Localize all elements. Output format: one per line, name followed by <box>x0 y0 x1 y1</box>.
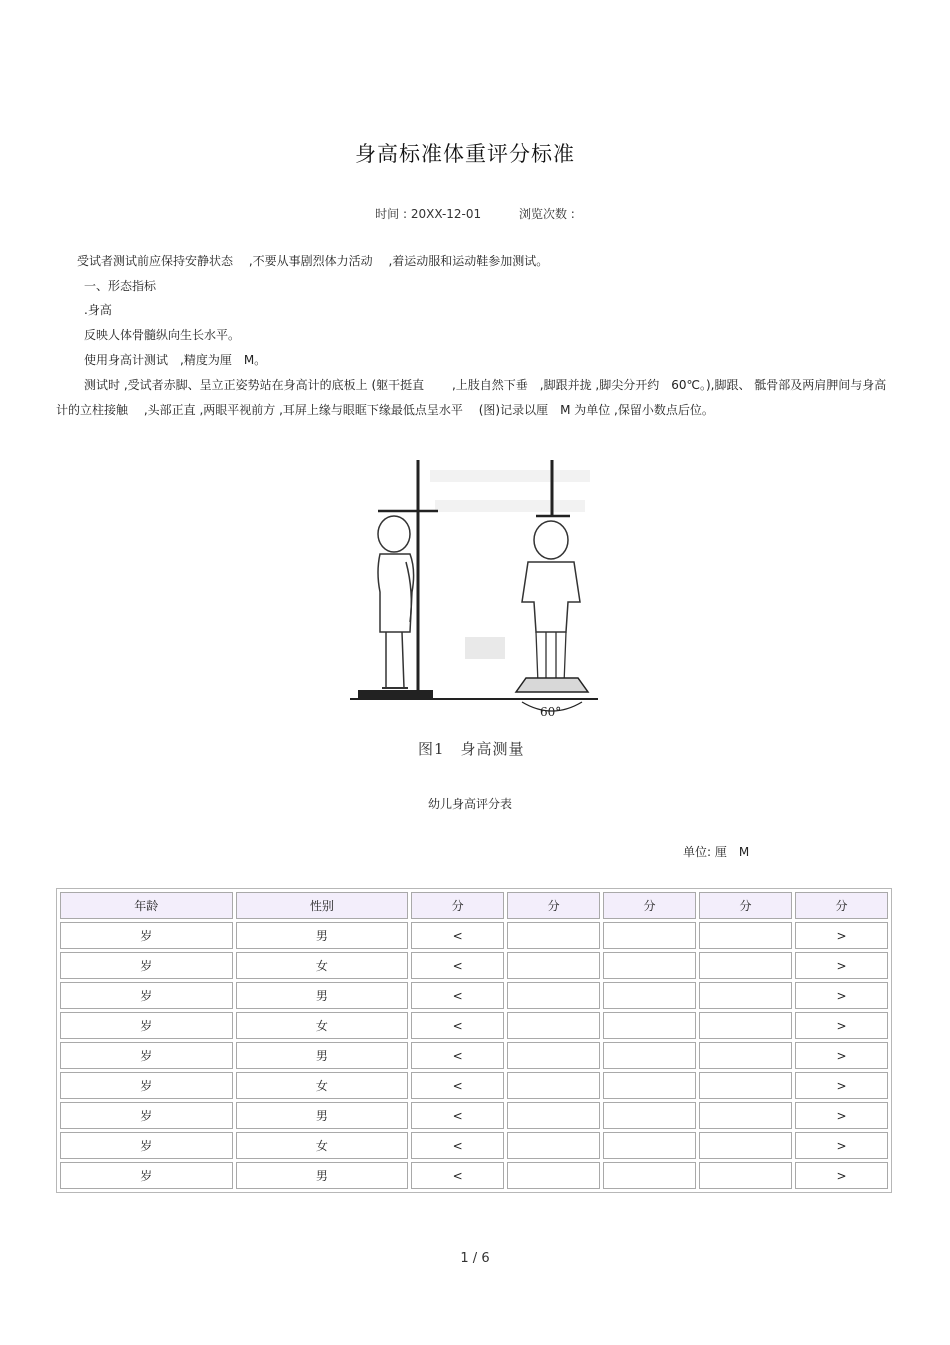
table-cell: < <box>411 1132 504 1159</box>
table-cell: > <box>795 1072 888 1099</box>
table-cell: > <box>795 922 888 949</box>
meta-line <box>0 205 950 222</box>
table-cell: 男 <box>236 982 409 1009</box>
table-cell <box>699 1102 792 1129</box>
table-row <box>60 1042 888 1069</box>
header-score: 分 <box>411 892 504 919</box>
table-cell <box>603 1072 696 1099</box>
table-cell: > <box>795 1042 888 1069</box>
height-score-table <box>56 888 892 1193</box>
header-score: 分 <box>699 892 792 919</box>
table-cell <box>507 1132 600 1159</box>
document-title: 身高标准体重评分标准 <box>355 142 575 166</box>
header-score: 分 <box>603 892 696 919</box>
table-cell <box>699 1042 792 1069</box>
table-row <box>60 922 888 949</box>
header-score: 分 <box>795 892 888 919</box>
view-count: 浏览次数 : <box>518 207 575 221</box>
table-cell: 女 <box>236 1132 409 1159</box>
table-cell <box>507 1072 600 1099</box>
paragraph-purpose: 反映人体骨髓纵向生长水平。 <box>84 328 241 342</box>
table-cell: < <box>411 982 504 1009</box>
table-cell: < <box>411 922 504 949</box>
table-cell: < <box>411 952 504 979</box>
table-row <box>60 952 888 979</box>
paragraph-procedure: 测试时 ,受试者赤脚、呈立正姿势站在身高计的底板上 (躯干挺直 ,上肢自然下垂 ,脚跟并拢 ,脚尖分开约 60℃。),脚跟、 骶骨部及两肩胛间与身高计的立柱接触 ,头部正直 ,两眼平视前方 ,耳屏上缘与眼眶下缘最低点呈水平 (图)记录以厘 M 为单位 ,保留小数点后位。 <box>56 378 887 417</box>
table-cell: 女 <box>236 1072 409 1099</box>
table-cell <box>507 982 600 1009</box>
subsection-heading: .身高 <box>84 303 112 317</box>
table-row <box>60 982 888 1009</box>
unit-label: 单位: 厘 M <box>683 845 750 859</box>
height-measurement-figure <box>340 452 610 772</box>
table-cell <box>699 982 792 1009</box>
table-header-row <box>60 892 888 919</box>
header-score: 分 <box>507 892 600 919</box>
paragraph-instrument: 使用身高计测试 ,精度为厘 M。 <box>84 353 267 367</box>
table-cell: 男 <box>236 1162 409 1189</box>
table-cell <box>699 1132 792 1159</box>
table-cell: > <box>795 1012 888 1039</box>
table-cell: < <box>411 1102 504 1129</box>
section-heading: 一、形态指标 <box>84 279 157 293</box>
table-row <box>60 1012 888 1039</box>
table-cell: > <box>795 1102 888 1129</box>
table-cell <box>699 1162 792 1189</box>
table-cell: 岁 <box>60 1072 233 1099</box>
page-number: 1 / 6 <box>460 1251 490 1266</box>
table-cell <box>507 1042 600 1069</box>
table-cell: 男 <box>236 1042 409 1069</box>
figure-caption: 图1 身高测量 <box>418 740 525 758</box>
table-cell: 岁 <box>60 1102 233 1129</box>
angle-label: 60° <box>540 705 562 719</box>
table-cell <box>699 1072 792 1099</box>
paragraph-intro: 受试者测试前应保持安静状态 ,不要从事剧烈体力活动 ,着运动服和运动鞋参加测试。 <box>77 254 549 268</box>
table-cell <box>507 1162 600 1189</box>
table-cell: 岁 <box>60 1012 233 1039</box>
table-cell <box>603 982 696 1009</box>
table-cell: 岁 <box>60 982 233 1009</box>
table-cell: 女 <box>236 952 409 979</box>
publish-time: 时间 : 20XX-12-01 <box>375 207 482 221</box>
table-cell <box>603 1102 696 1129</box>
table-cell <box>507 1012 600 1039</box>
table-cell: 男 <box>236 922 409 949</box>
table-cell <box>699 922 792 949</box>
table-cell: 岁 <box>60 922 233 949</box>
table-cell: 岁 <box>60 1042 233 1069</box>
table-cell: 岁 <box>60 1132 233 1159</box>
table-row <box>60 1102 888 1129</box>
table-cell <box>699 1012 792 1039</box>
table-row <box>60 1132 888 1159</box>
table-cell: < <box>411 1012 504 1039</box>
table-cell: 岁 <box>60 1162 233 1189</box>
table-cell <box>603 1162 696 1189</box>
table-cell: > <box>795 1132 888 1159</box>
table-cell <box>603 952 696 979</box>
table-cell: < <box>411 1162 504 1189</box>
table-cell <box>507 952 600 979</box>
table-cell <box>603 1132 696 1159</box>
table-cell: < <box>411 1042 504 1069</box>
table-cell: > <box>795 952 888 979</box>
table-cell <box>603 1012 696 1039</box>
table-cell <box>603 922 696 949</box>
table-cell <box>699 952 792 979</box>
table-cell: 女 <box>236 1012 409 1039</box>
header-age: 年龄 <box>60 892 233 919</box>
table-title: 幼儿身高评分表 <box>427 797 512 811</box>
table-cell <box>507 1102 600 1129</box>
table-cell: > <box>795 982 888 1009</box>
table-cell <box>507 922 600 949</box>
table-cell: 男 <box>236 1102 409 1129</box>
table-cell: > <box>795 1162 888 1189</box>
header-gender: 性别 <box>236 892 409 919</box>
table-cell: 岁 <box>60 952 233 979</box>
table-cell: < <box>411 1072 504 1099</box>
table-row <box>60 1072 888 1099</box>
table-row <box>60 1162 888 1189</box>
height-measurement-illustration <box>340 452 610 732</box>
table-cell <box>603 1042 696 1069</box>
